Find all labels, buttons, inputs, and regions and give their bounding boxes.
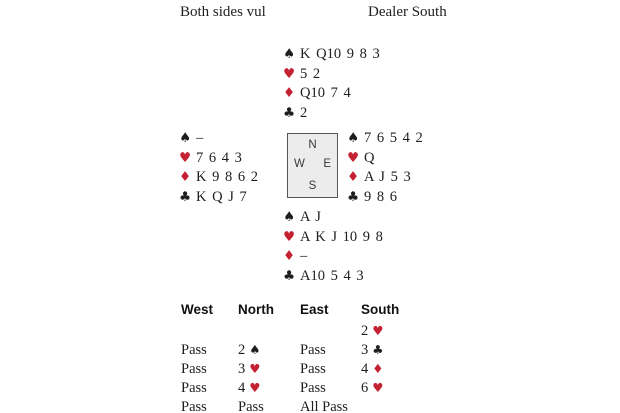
- auction-row: [181, 323, 436, 342]
- auction-cell-bid: [238, 380, 300, 399]
- heart-icon: ♥: [283, 228, 296, 245]
- dealer-label: Dealer South: [368, 4, 447, 20]
- auction-cell-bid: [238, 361, 300, 380]
- bid-level: 2: [238, 342, 246, 358]
- east-clubs-cards: 9 8 6: [364, 188, 397, 205]
- north-hearts-cards: 5 2: [300, 65, 321, 82]
- compass-east-label: E: [323, 158, 331, 170]
- north-hearts-line: [283, 65, 380, 85]
- north-clubs-line: [283, 104, 380, 124]
- south-clubs-line: [283, 267, 383, 287]
- east-spades-line: [347, 129, 423, 149]
- north-diamonds-line: [283, 84, 380, 104]
- east-clubs-line: [347, 188, 423, 208]
- auction-table: [181, 302, 436, 413]
- auction-header-east: East: [300, 302, 329, 317]
- diamond-icon: ♦: [283, 85, 296, 101]
- auction-cell-bid: [361, 323, 436, 342]
- auction-cell-bid: [361, 380, 436, 399]
- north-clubs-cards: 2: [300, 104, 308, 121]
- auction-row: [181, 361, 436, 380]
- auction-cell-bid: [361, 361, 436, 380]
- bid-level: 3: [238, 361, 246, 377]
- diamond-icon: ♦: [283, 248, 296, 264]
- heart-icon: ♥: [249, 380, 261, 395]
- bid-level: 4: [238, 380, 246, 396]
- west-hearts-line: [179, 149, 258, 169]
- auction-cell: Pass: [181, 399, 207, 413]
- heart-icon: ♥: [179, 149, 192, 166]
- club-icon: ♣: [179, 188, 192, 205]
- diamond-icon: ♦: [347, 169, 360, 185]
- bid-level: 6: [361, 380, 369, 396]
- auction-cell: Pass: [238, 399, 264, 413]
- bid-level: 2: [361, 323, 369, 339]
- north-hand: [283, 45, 380, 123]
- auction-cell: Pass: [181, 342, 207, 358]
- west-spades-line: [179, 129, 258, 149]
- auction-cell-bid: [361, 342, 436, 361]
- auction-cell: Pass: [300, 361, 326, 377]
- vulnerability-label: Both sides vul: [180, 4, 266, 20]
- auction-cell: Pass: [300, 380, 326, 396]
- club-icon: ♣: [372, 342, 384, 357]
- south-diamonds-line: [283, 247, 383, 267]
- auction-cell: Pass: [300, 342, 326, 358]
- east-spades-cards: 7 6 5 4 2: [364, 130, 423, 146]
- auction-cell-bid: [238, 342, 300, 361]
- auction-cell: Pass: [181, 361, 207, 377]
- bid-level: 3: [361, 342, 369, 358]
- compass-north-label: N: [308, 139, 317, 151]
- compass-south-label: S: [308, 180, 317, 192]
- east-hearts-line: [347, 149, 423, 169]
- heart-icon: ♥: [283, 65, 296, 82]
- south-spades-cards: A J: [300, 209, 321, 225]
- west-clubs-cards: K Q J 7: [196, 188, 247, 205]
- west-spades-cards: –: [196, 130, 204, 146]
- east-hand: [347, 129, 423, 207]
- spade-icon: ♠: [347, 130, 360, 146]
- heart-icon: ♥: [372, 323, 384, 338]
- auction-cell: [181, 323, 238, 342]
- west-hearts-cards: 7 6 4 3: [196, 149, 242, 166]
- heart-icon: ♥: [372, 380, 384, 395]
- bid-level: 4: [361, 361, 369, 377]
- auction-cell: [361, 399, 436, 413]
- south-clubs-cards: A10 5 4 3: [300, 267, 364, 284]
- west-diamonds-cards: K 9 8 6 2: [196, 169, 258, 185]
- north-spades-cards: K Q10 9 8 3: [300, 46, 380, 62]
- auction-cell: Pass: [181, 380, 207, 396]
- east-diamonds-line: [347, 168, 423, 188]
- diamond-icon: ♦: [179, 169, 192, 185]
- north-diamonds-cards: Q10 7 4: [300, 85, 351, 101]
- auction-header-row: [181, 302, 436, 323]
- south-hand: [283, 208, 383, 286]
- heart-icon: ♥: [249, 361, 261, 376]
- club-icon: ♣: [347, 188, 360, 205]
- spade-icon: ♠: [283, 209, 296, 225]
- east-diamonds-cards: A J 5 3: [364, 169, 411, 185]
- west-diamonds-line: [179, 168, 258, 188]
- diamond-icon: ♦: [372, 361, 384, 376]
- north-spades-line: [283, 45, 380, 65]
- auction-header-north: North: [238, 302, 274, 317]
- club-icon: ♣: [283, 267, 296, 284]
- auction-cell: [300, 323, 361, 342]
- heart-icon: ♥: [347, 149, 360, 166]
- spade-icon: ♠: [283, 46, 296, 62]
- club-icon: ♣: [283, 104, 296, 121]
- auction-row: [181, 380, 436, 399]
- east-hearts-cards: Q: [364, 149, 375, 166]
- spade-icon: ♠: [179, 130, 192, 146]
- south-spades-line: [283, 208, 383, 228]
- auction-cell: All Pass: [300, 399, 348, 413]
- west-hand: [179, 129, 258, 207]
- auction-header-west: West: [181, 302, 214, 317]
- compass-box: [287, 133, 338, 198]
- spade-icon: ♠: [249, 342, 261, 357]
- auction-row: [181, 342, 436, 361]
- south-diamonds-cards: –: [300, 248, 308, 264]
- west-clubs-line: [179, 188, 258, 208]
- south-hearts-line: [283, 228, 383, 248]
- south-hearts-cards: A K J 10 9 8: [300, 228, 383, 245]
- compass-west-label: W: [294, 158, 305, 170]
- auction-row: [181, 399, 436, 413]
- auction-header-south: South: [361, 302, 400, 317]
- auction-cell: [238, 323, 300, 342]
